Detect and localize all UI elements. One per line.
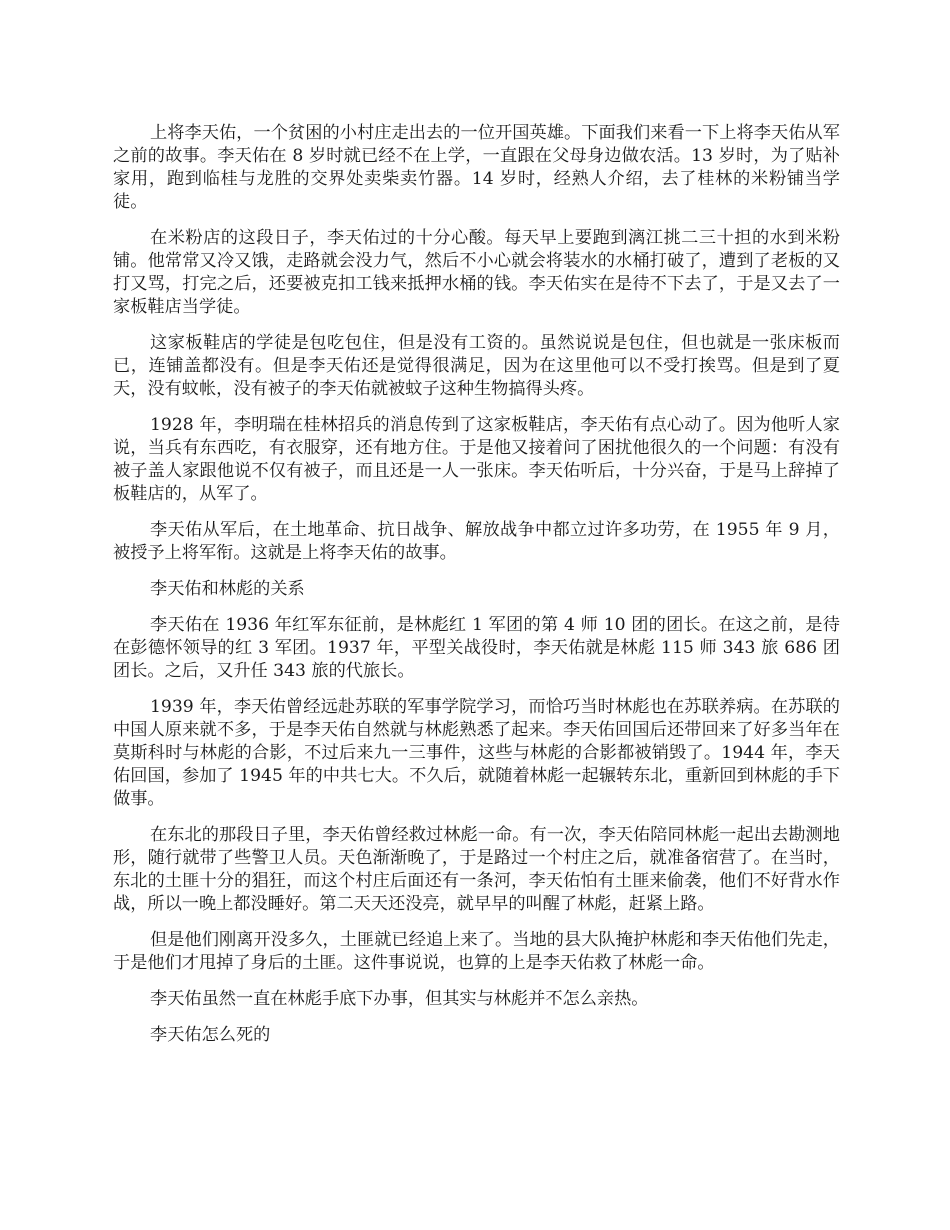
- paragraph-enlist: 1928 年，李明瑞在桂林招兵的消息传到了这家板鞋店，李天佑有点心动了。因为他听人家说，当兵有东西吃，有衣服穿，还有地方住。于是他又接着问了困扰他很久的一个问题：有没有被子盖人家跟他说不仅有被子，而且还是一人一张床。李天佑听后，十分兴奋，于是马上辞掉了板鞋店的，从军了。: [113, 415, 840, 504]
- paragraph-rice-shop: 在米粉店的这段日子，李天佑过的十分心酸。每天早上要跑到漓江挑二三十担的水到米粉铺。他常常又冷又饿，走路就会没力气，然后不小心就会将装水的水桶打破了，遭到了老板的又打又骂，打完之后，还要被克扣工钱来抵押水桶的钱。李天佑实在是待不下去了，于是又去了一家板鞋店当学徒。: [113, 228, 840, 317]
- paragraph-career: 李天佑从军后，在土地革命、抗日战争、解放战争中都立过许多功劳，在 1955 年 9 月，被授予上将军衔。这就是上将李天佑的故事。: [113, 520, 840, 563]
- paragraph-soviet: 1939 年，李天佑曾经远赴苏联的军事学院学习，而恰巧当时林彪也在苏联养病。在苏联的中国人原来就不多，于是李天佑自然就与林彪熟悉了起来。李天佑回国后还带回来了好多当年在莫斯科时与林彪的合影，不过后来九一三事件，这些与林彪的合影都被销毁了。1944 年，李天佑回国，参加了 1945 年的中共七大。不久后，就随着林彪一起辗转东北，重新回到林彪的手下做事。: [113, 697, 840, 809]
- paragraph-shoe-shop: 这家板鞋店的学徒是包吃包住，但是没有工资的。虽然说说是包住，但也就是一张床板而已，连铺盖都没有。但是李天佑还是觉得很满足，因为在这里他可以不受打挨骂。但是到了夏天，没有蚊帐，没有被子的李天佑就被蚊子这种生物搞得头疼。: [113, 333, 840, 399]
- document-body: [113, 122, 840, 1060]
- paragraph-northeast: 在东北的那段日子里，李天佑曾经救过林彪一命。有一次，李天佑陪同林彪一起出去勘测地形，随行就带了些警卫人员。天色渐渐晚了，于是路过一个村庄之后，就准备宿营了。在当时，东北的土匪十分的猖狂，而这个村庄后面还有一条河，李天佑怕有土匪来偷袭，他们不好背水作战，所以一晚上都没睡好。第二天天还没亮，就早早的叫醒了林彪，赶紧上路。: [113, 825, 840, 914]
- paragraph-distance: 李天佑虽然一直在林彪手底下办事，但其实与林彪并不怎么亲热。: [150, 989, 649, 1009]
- paragraph-regiment: 李天佑在 1936 年红军东征前，是林彪红 1 军团的第 4 师 10 团的团长。在这之前，是待在彭德怀领导的红 3 军团。1937 年，平型关战役时，李天佑就是林彪 115 师 343 旅 686 团团长。之后，又升任 343 旅的代旅长。: [113, 615, 840, 681]
- section-heading-relationship: 李天佑和林彪的关系: [150, 579, 305, 599]
- paragraph-bandits: 但是他们刚离开没多久，土匪就已经追上来了。当地的县大队掩护林彪和李天佑他们先走，于是他们才甩掉了身后的土匪。这件事说说，也算的上是李天佑救了林彪一命。: [113, 930, 840, 973]
- section-heading-death: 李天佑怎么死的: [150, 1025, 271, 1045]
- paragraph-intro: 上将李天佑，一个贫困的小村庄走出去的一位开国英雄。下面我们来看一下上将李天佑从军之前的故事。李天佑在 8 岁时就已经不在上学，一直跟在父母身边做农活。13 岁时，为了贴补家用，跑到临桂与龙胜的交界处卖柴卖竹器。14 岁时，经熟人介绍，去了桂林的米粉铺当学徒。: [113, 123, 840, 212]
